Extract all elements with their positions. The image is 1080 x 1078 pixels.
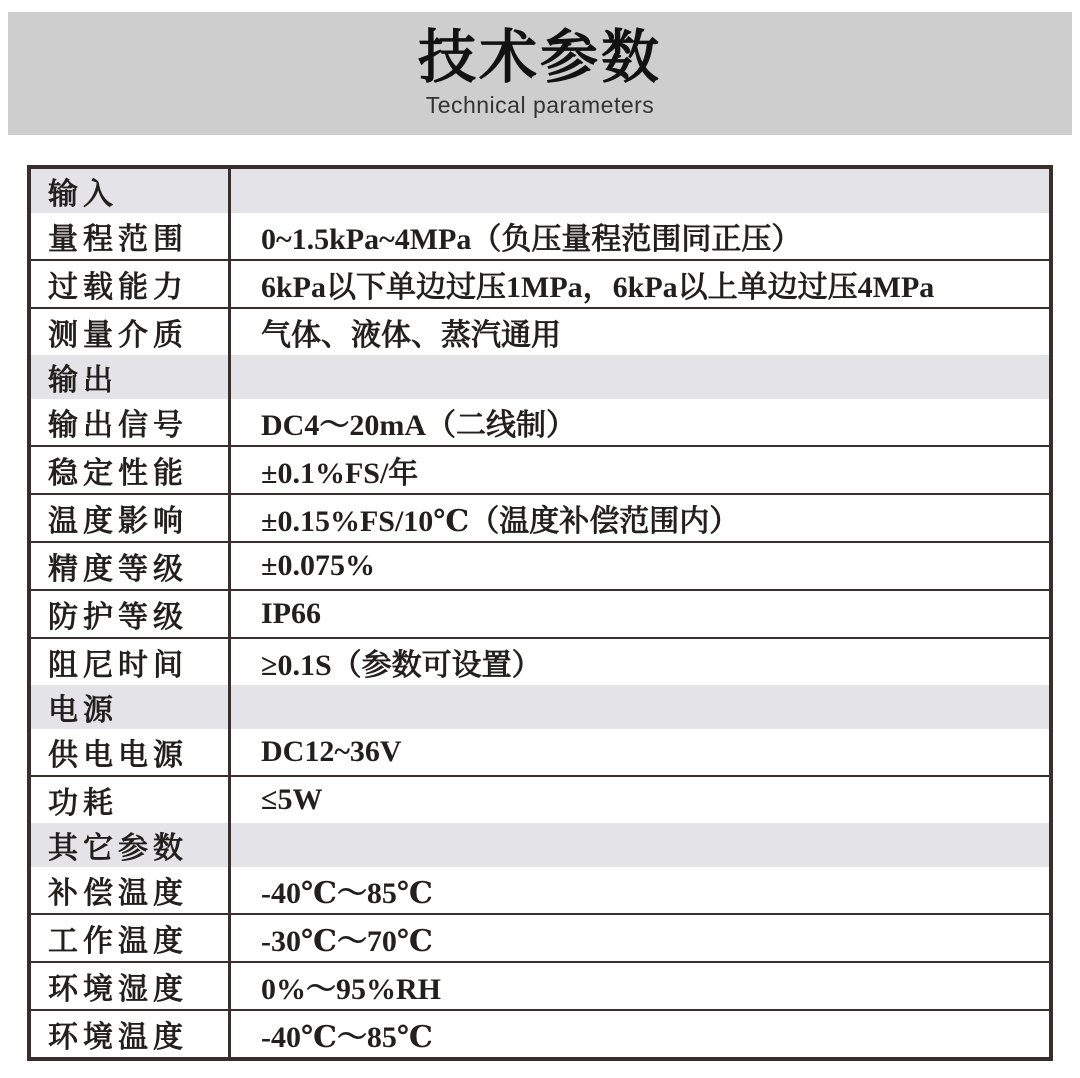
table-row-range xyxy=(31,213,1049,259)
section-label: 其它参数 xyxy=(31,823,231,867)
param-value: ±0.075% xyxy=(261,549,375,582)
table-row-comp-temp xyxy=(31,867,1049,913)
param-label: 阻尼时间 xyxy=(31,639,231,685)
table-row-supply xyxy=(31,729,1049,775)
param-label: 输出信号 xyxy=(31,399,231,445)
table-row-ambient-temp xyxy=(31,1009,1049,1057)
table-row-signal xyxy=(31,399,1049,445)
section-value xyxy=(231,355,1049,399)
section-value xyxy=(231,169,1049,213)
param-value: ±0.1%FS/年 xyxy=(261,457,419,490)
table-row-consumption xyxy=(31,775,1049,823)
table-row-medium xyxy=(31,307,1049,355)
param-value: 气体、液体、蒸汽通用 xyxy=(261,319,561,352)
param-value: ≥0.1S（参数可设置） xyxy=(261,649,542,682)
section-row-output xyxy=(31,355,1049,399)
param-label: 精度等级 xyxy=(31,543,231,589)
section-row-other xyxy=(31,823,1049,867)
table-row-damping xyxy=(31,637,1049,685)
param-label: 供电电源 xyxy=(31,729,231,775)
table-row-accuracy xyxy=(31,541,1049,589)
page-subtitle: Technical parameters xyxy=(425,92,655,119)
section-label: 电源 xyxy=(31,685,231,729)
param-label: 工作温度 xyxy=(31,915,231,961)
param-label: 防护等级 xyxy=(31,591,231,637)
param-label: 补偿温度 xyxy=(31,867,231,913)
section-row-power xyxy=(31,685,1049,729)
param-value: DC4～20mA（二线制） xyxy=(261,409,576,442)
param-label: 量程范围 xyxy=(31,213,231,259)
param-value: 0~1.5kPa~4MPa（负压量程范围同正压） xyxy=(261,223,802,256)
param-value: DC12~36V xyxy=(261,735,402,768)
section-value xyxy=(231,823,1049,867)
table-row-temp-effect xyxy=(31,493,1049,541)
param-value: -40℃～85℃ xyxy=(261,1021,433,1054)
param-value: ≤5W xyxy=(261,783,323,816)
param-label: 温度影响 xyxy=(31,495,231,541)
param-label: 环境湿度 xyxy=(31,963,231,1009)
param-label: 功耗 xyxy=(31,777,231,823)
param-value: ±0.15%FS/10℃（温度补偿范围内） xyxy=(261,505,740,538)
param-value: -30℃～70℃ xyxy=(261,925,433,958)
param-value: 0%～95%RH xyxy=(261,973,441,1006)
param-value: -40℃～85℃ xyxy=(261,877,433,910)
param-value: IP66 xyxy=(261,597,321,630)
table-row-humidity xyxy=(31,961,1049,1009)
param-label: 测量介质 xyxy=(31,309,231,355)
section-value xyxy=(231,685,1049,729)
header-banner xyxy=(8,12,1072,135)
table-row-overload xyxy=(31,259,1049,307)
table-row-work-temp xyxy=(31,913,1049,961)
page-title: 技术参数 xyxy=(417,24,662,90)
table-row-ip-rating xyxy=(31,589,1049,637)
spec-table xyxy=(27,165,1053,1061)
param-value: 6kPa以下单边过压1MPa，6kPa以上单边过压4MPa xyxy=(261,271,935,304)
param-label: 稳定性能 xyxy=(31,447,231,493)
section-label: 输出 xyxy=(31,355,231,399)
section-label: 输入 xyxy=(31,169,231,213)
param-label: 环境温度 xyxy=(31,1011,231,1057)
section-row-input xyxy=(31,169,1049,213)
table-row-stability xyxy=(31,445,1049,493)
param-label: 过载能力 xyxy=(31,261,231,307)
